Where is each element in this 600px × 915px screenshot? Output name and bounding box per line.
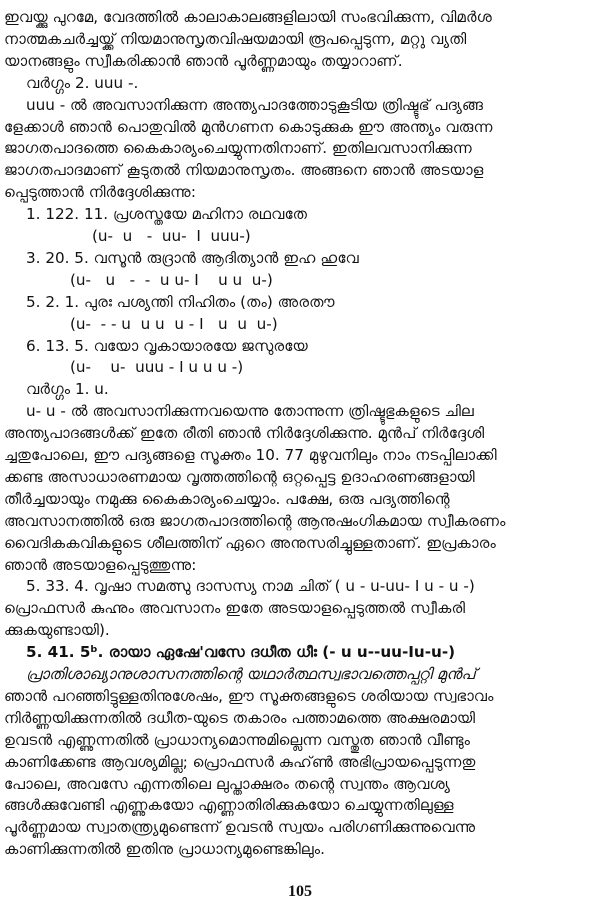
text-line: അവസാനത്തിൽ ഒരു ജാഗതപാദത്തിന്റെ ആനുഷംഗികമായ സ്വീകരണം (4, 511, 506, 530)
text-line: ച്ചതുപോലെ, ഈ പദ്യങ്ങളെ സൂക്തം 10. 77 മുഴുവനിലും നാം നടപ്പിലാക്കി (4, 446, 497, 464)
text-line: 3. 20. 5. വസൂൻ രുദ്രാൻ ആദിത്യാൻ ഇഹ ഹുവേ (26, 248, 359, 267)
text-line: ഞാൻ അടയാളപ്പെടുത്തുന്നു: (4, 555, 197, 574)
page-number: 105 (288, 883, 312, 900)
text-line: 5. 41. 5ᵇ. രായാ ഏഷേ'വസേ ദധീത ധീഃ (- u u--uu-Iu-u-) (26, 643, 456, 662)
text-line: വൈദികകവികളുടെ ശീലത്തിന് ഏറെ അനുസരിച്ചുള്ളതാണ്. ഇപ്രകാരം (4, 533, 496, 552)
text-line: ളേക്കാൾ ഞാൻ പൊതുവിൽ മുൻഗണന കൊടുക്കുക ഈ അന്ത്യം വരുന്ന (4, 117, 493, 136)
text-line: കാണിക്കുന്നതിൽ ഇതിനു പ്രാധാന്യമുണ്ടെങ്കിലും. (4, 840, 325, 859)
text-line: നിർണ്ണയിക്കുന്നതിൽ ദധീത-യുടെ തകാരം പത്താമത്തെ അക്ഷരമായി (4, 708, 476, 727)
text-line: ങ്ങൾക്കുവേണ്ടി എണ്ണുകയോ എണ്ണാതിരിക്കുകയോ ചെയ്യുന്നതിലുള്ള (4, 796, 454, 815)
text-line: പോലെ, അവസേ എന്നതിലെ ലുപ്താക്ഷരം തന്റെ സ്വന്തം ആവശ്യ (4, 774, 450, 793)
text-line: ക്കുകയുണ്ടായി). (4, 621, 110, 640)
text-line: ജാഗതപാദത്തെ കൈകാര്യംചെയ്യുന്നതിനാണ്. ഇതിലവസാനിക്കുന്ന (4, 139, 472, 158)
text-line: കാണിക്കേണ്ട ആവശ്യമില്ല; പ്രൊഫസർ കുഹ്ൺ അഭിപ്രായപ്പെടുന്നതു (4, 752, 476, 771)
text-line: 6. 13. 5. വയോ വൃകായാരയേ ജസുരയേ (26, 336, 308, 355)
text-line: പ്രാതിശാഖ്യാനുശാസനത്തിന്റെ യഥാർത്ഥസ്വഭാവത്തെപ്പറ്റി മുൻപ് (26, 665, 476, 683)
text-line: നാത്മകചർച്ചയ്ക്ക് നിയമാനുസൃതവിഷയമായി രൂപപ്പെടുന്ന, മറ്റു വ്യതി (4, 29, 467, 48)
text-line: യാനങ്ങളും സ്വീകരിക്കാൻ ഞാൻ പൂർണ്ണമായും തയ്യാറാണ്. (4, 51, 403, 70)
text-line: തീർച്ചയായും നമുക്കു കൈകാര്യംചെയ്യാം. പക്ഷേ, ഒരു പദ്യത്തിന്റെ (4, 489, 450, 508)
text-line: (u- u - - u u- I u u u-) (70, 270, 273, 289)
text-line: u- u - ൽ അവസാനിക്കുന്നവയെന്നു തോന്നുന്ന ത്രിഷ്ടുഭുകളുടെ ചില (26, 402, 474, 421)
text-line: ഉവടൻ എണ്ണുന്നതിൽ പ്രാധാന്യമൊന്നുമില്ലെന്ന വസ്തുത ഞാൻ വീണ്ടും (4, 730, 471, 749)
text-line: വർഗ്ഗം 1. u. (26, 380, 109, 399)
text-line: ജാഗതപാദമാണ് കൂടുതൽ നിയമാനുസൃതം. അങ്ങനെ ഞാൻ അടയാള (4, 161, 484, 180)
text-line: ഞാൻ പറഞ്ഞിട്ടുള്ളതിനുശേഷം, ഈ സൂക്തങ്ങളുടെ ശരിയായ സ്വഭാവം (4, 686, 494, 705)
text-line: ക്കണ്ട അസാധാരണമായ വൃത്തത്തിന്റെ ഒറ്റപ്പെട്ട ഉദാഹരണങ്ങളായി (4, 467, 475, 486)
text-line: uuu - ൽ അവസാനിക്കുന്ന അന്ത്യപാദത്തോടുകൂടിയ ത്രിഷ്ടുഭ് പദ്യങ്ങ (26, 95, 484, 114)
text-line: വർഗ്ഗം 2. uuu -. (26, 73, 139, 92)
text-line: (u- u - uu- I uuu-) (92, 227, 251, 245)
text-line: അന്ത്യപാദങ്ങൾക്ക് ഇതേ രീതി ഞാൻ നിർദ്ദേശിക്കുന്നു. മുൻപ് നിർദ്ദേശി (4, 424, 485, 443)
text-line: 5. 33. 4. വൃഷാ സമത്സു ദാസസ്യ നാമ ചിത് ( u - u-uu- I u - u -) (26, 577, 475, 596)
text-line: പ്രൊഫസർ കുഹ്നും അവസാനം ഇതേ അടയാളപ്പെടുത്തൽ സ്വീകരി (4, 599, 466, 618)
text-line: 1. 122. 11. പ്രശസ്തയേ മഹിനാ രഥവതേ (26, 205, 308, 224)
text-line: (u- u- uuu - I u u u -) (70, 358, 244, 377)
text-line: (u- - - u u u u - I u u u-) (70, 314, 278, 333)
text-line: 5. 2. 1. പുരഃ പശ്യന്തി നിഹിതം (തം) അരതൗ (26, 292, 335, 311)
text-line: ഇവയ്ക്കു പുറമേ, വേദത്തിൽ കാലാകാലങ്ങളിലായി സംഭവിക്കുന്ന, വിമർശ (4, 8, 492, 26)
text-line: പ്പെടുത്താൻ നിർദ്ദേശിക്കുന്നു: (4, 183, 196, 202)
text-line: പൂർണ്ണമായ സ്വാതന്ത്ര്യമുണ്ടെന്ന് ഉവടൻ സ്വയം പരിഗണിക്കുന്നുവെന്നു (4, 818, 476, 837)
